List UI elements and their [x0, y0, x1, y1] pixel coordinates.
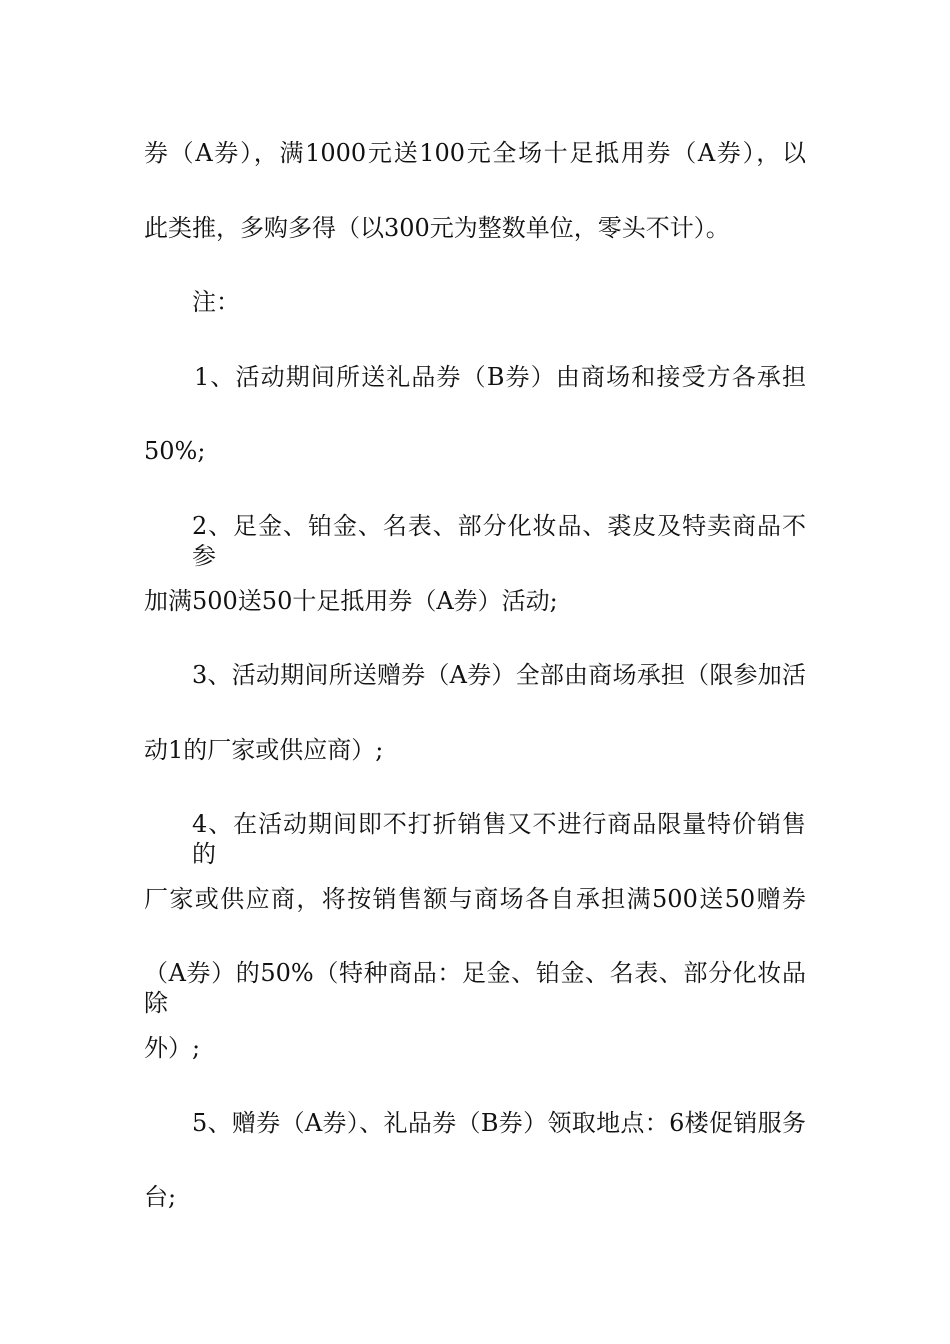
- text-line-13: 外）;: [144, 1034, 201, 1062]
- text-line-10: 4、在活动期间即不打折销售又不进行商品限量特价销售的: [192, 810, 806, 868]
- text-line-11: 厂家或供应商，将按销售额与商场各自承担满500送50赠券: [144, 885, 806, 913]
- text-line-9: 动1的厂家或供应商）;: [144, 736, 384, 764]
- text-line-15: 台;: [144, 1183, 177, 1211]
- text-line-2: 此类推，多购多得（以300元为整数单位，零头不计）。: [144, 214, 730, 242]
- note-heading: 注：: [192, 288, 240, 316]
- text-line-14: 5、赠券（A券）、礼品券（B券）领取地点：6楼促销服务: [192, 1109, 806, 1137]
- text-line-7: 加满500送50十足抵用券（A券）活动;: [144, 587, 558, 615]
- text-line-5: 50%;: [144, 437, 206, 465]
- text-line-6: 2、足金、铂金、名表、部分化妆品、裘皮及特卖商品不参: [192, 512, 806, 570]
- text-line-8: 3、活动期间所送赠券（A券）全部由商场承担（限参加活: [192, 661, 806, 689]
- text-line-4: 1、活动期间所送礼品券（B券）由商场和接受方各承担: [194, 363, 806, 391]
- text-line-12: （A券）的50%（特种商品：足金、铂金、名表、部分化妆品除: [144, 959, 806, 1017]
- text-line-1: 券（A券），满1000元送100元全场十足抵用券（A券），以: [144, 139, 806, 167]
